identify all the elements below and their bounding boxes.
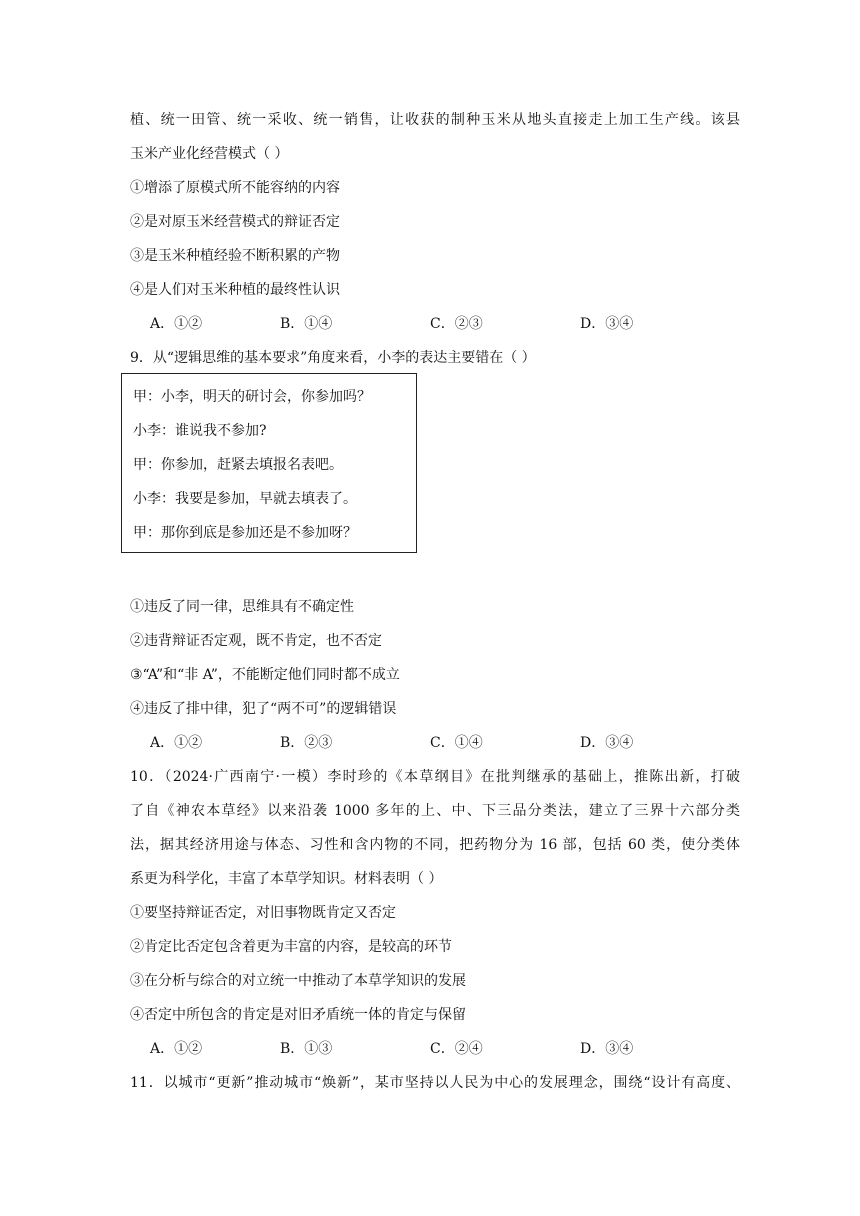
q10-option-a: A．①② (150, 1041, 203, 1057)
q10-stem-line-3: 法，据其经济用途与体态、习性和含内物的不同，把药物分为 16 部，包括 60 类，使分类体 (130, 837, 740, 853)
q9-dialog-line-5: 甲：那你到底是参加还是不参加呀？ (133, 525, 357, 541)
q8-statement-1: ①增添了原模式所不能容纳的内容 (130, 180, 340, 196)
q9-statement-3: ③“A”和“非 A”，不能断定他们同时都不成立 (130, 667, 400, 683)
q10-statement-2: ②肯定比否定包含着更为丰富的内容，是较高的环节 (130, 939, 452, 955)
q9-dialog-box (121, 373, 417, 553)
q9-option-b: B．②③ (280, 735, 333, 751)
q8-stem-line-1: 植、统一田管、统一采收、统一销售，让收获的制种玉米从地头直接走上加工生产线。该县 (130, 112, 740, 128)
q10-stem-line-2: 了自《神农本草经》以来沿袭 1000 多年的上、中、下三品分类法，建立了三界十六部分类 (130, 803, 740, 819)
q10-option-b: B．①③ (280, 1041, 333, 1057)
q8-option-c: C．②③ (430, 316, 483, 332)
q10-statement-4: ④否定中所包含的肯定是对旧矛盾统一体的肯定与保留 (130, 1007, 466, 1023)
q9-option-c: C．①④ (430, 735, 483, 751)
q10-statement-1: ①要坚持辩证否定，对旧事物既肯定又否定 (130, 905, 396, 921)
q9-dialog-line-2: 小李：谁说我不参加? (133, 423, 267, 439)
q8-statement-4: ④是人们对玉米种植的最终性认识 (130, 282, 340, 298)
q8-stem-line-2: 玉米产业化经营模式（ ） (130, 146, 289, 162)
q9-option-d: D．③④ (580, 735, 634, 751)
q8-statement-3: ③是玉米种植经验不断积累的产物 (130, 248, 340, 264)
q10-stem-line-4: 系更为科学化，丰富了本草学知识。材料表明（ ） (130, 871, 443, 887)
q9-dialog-line-1: 甲：小李，明天的研讨会，你参加吗？ (133, 389, 371, 405)
q10-stem-line-1: 10．（2024·广西南宁·一模）李时珍的《本草纲目》在批判继承的基础上，推陈出新，打破 (130, 769, 740, 785)
q9-stem: 9．从“逻辑思维的基本要求”角度来看，小李的表达主要错在（ ） (130, 350, 536, 366)
q10-statement-3: ③在分析与综合的对立统一中推动了本草学知识的发展 (130, 973, 466, 989)
q8-option-a: A．①② (150, 316, 203, 332)
q10-option-c: C．②④ (430, 1041, 483, 1057)
q9-statement-4: ④违反了排中律，犯了“两不可”的逻辑错误 (130, 701, 397, 717)
q10-option-d: D．③④ (580, 1041, 634, 1057)
q8-statement-2: ②是对原玉米经营模式的辩证否定 (130, 214, 340, 230)
q9-dialog-line-3: 甲：你参加，赶紧去填报名表吧。 (133, 457, 343, 473)
q9-dialog-line-4: 小李：我要是参加，早就去填表了。 (133, 491, 357, 507)
q9-option-a: A．①② (150, 735, 203, 751)
q9-statement-2: ②违背辩证否定观，既不肯定，也不否定 (130, 633, 382, 649)
q11-stem-line-1: 11．以城市“更新”推动城市“焕新”，某市坚持以人民为中心的发展理念，围绕“设计有高度、 (130, 1075, 740, 1091)
q8-option-d: D．③④ (580, 316, 634, 332)
q9-statement-1: ①违反了同一律，思维具有不确定性 (130, 599, 354, 615)
q8-option-b: B．①④ (280, 316, 333, 332)
